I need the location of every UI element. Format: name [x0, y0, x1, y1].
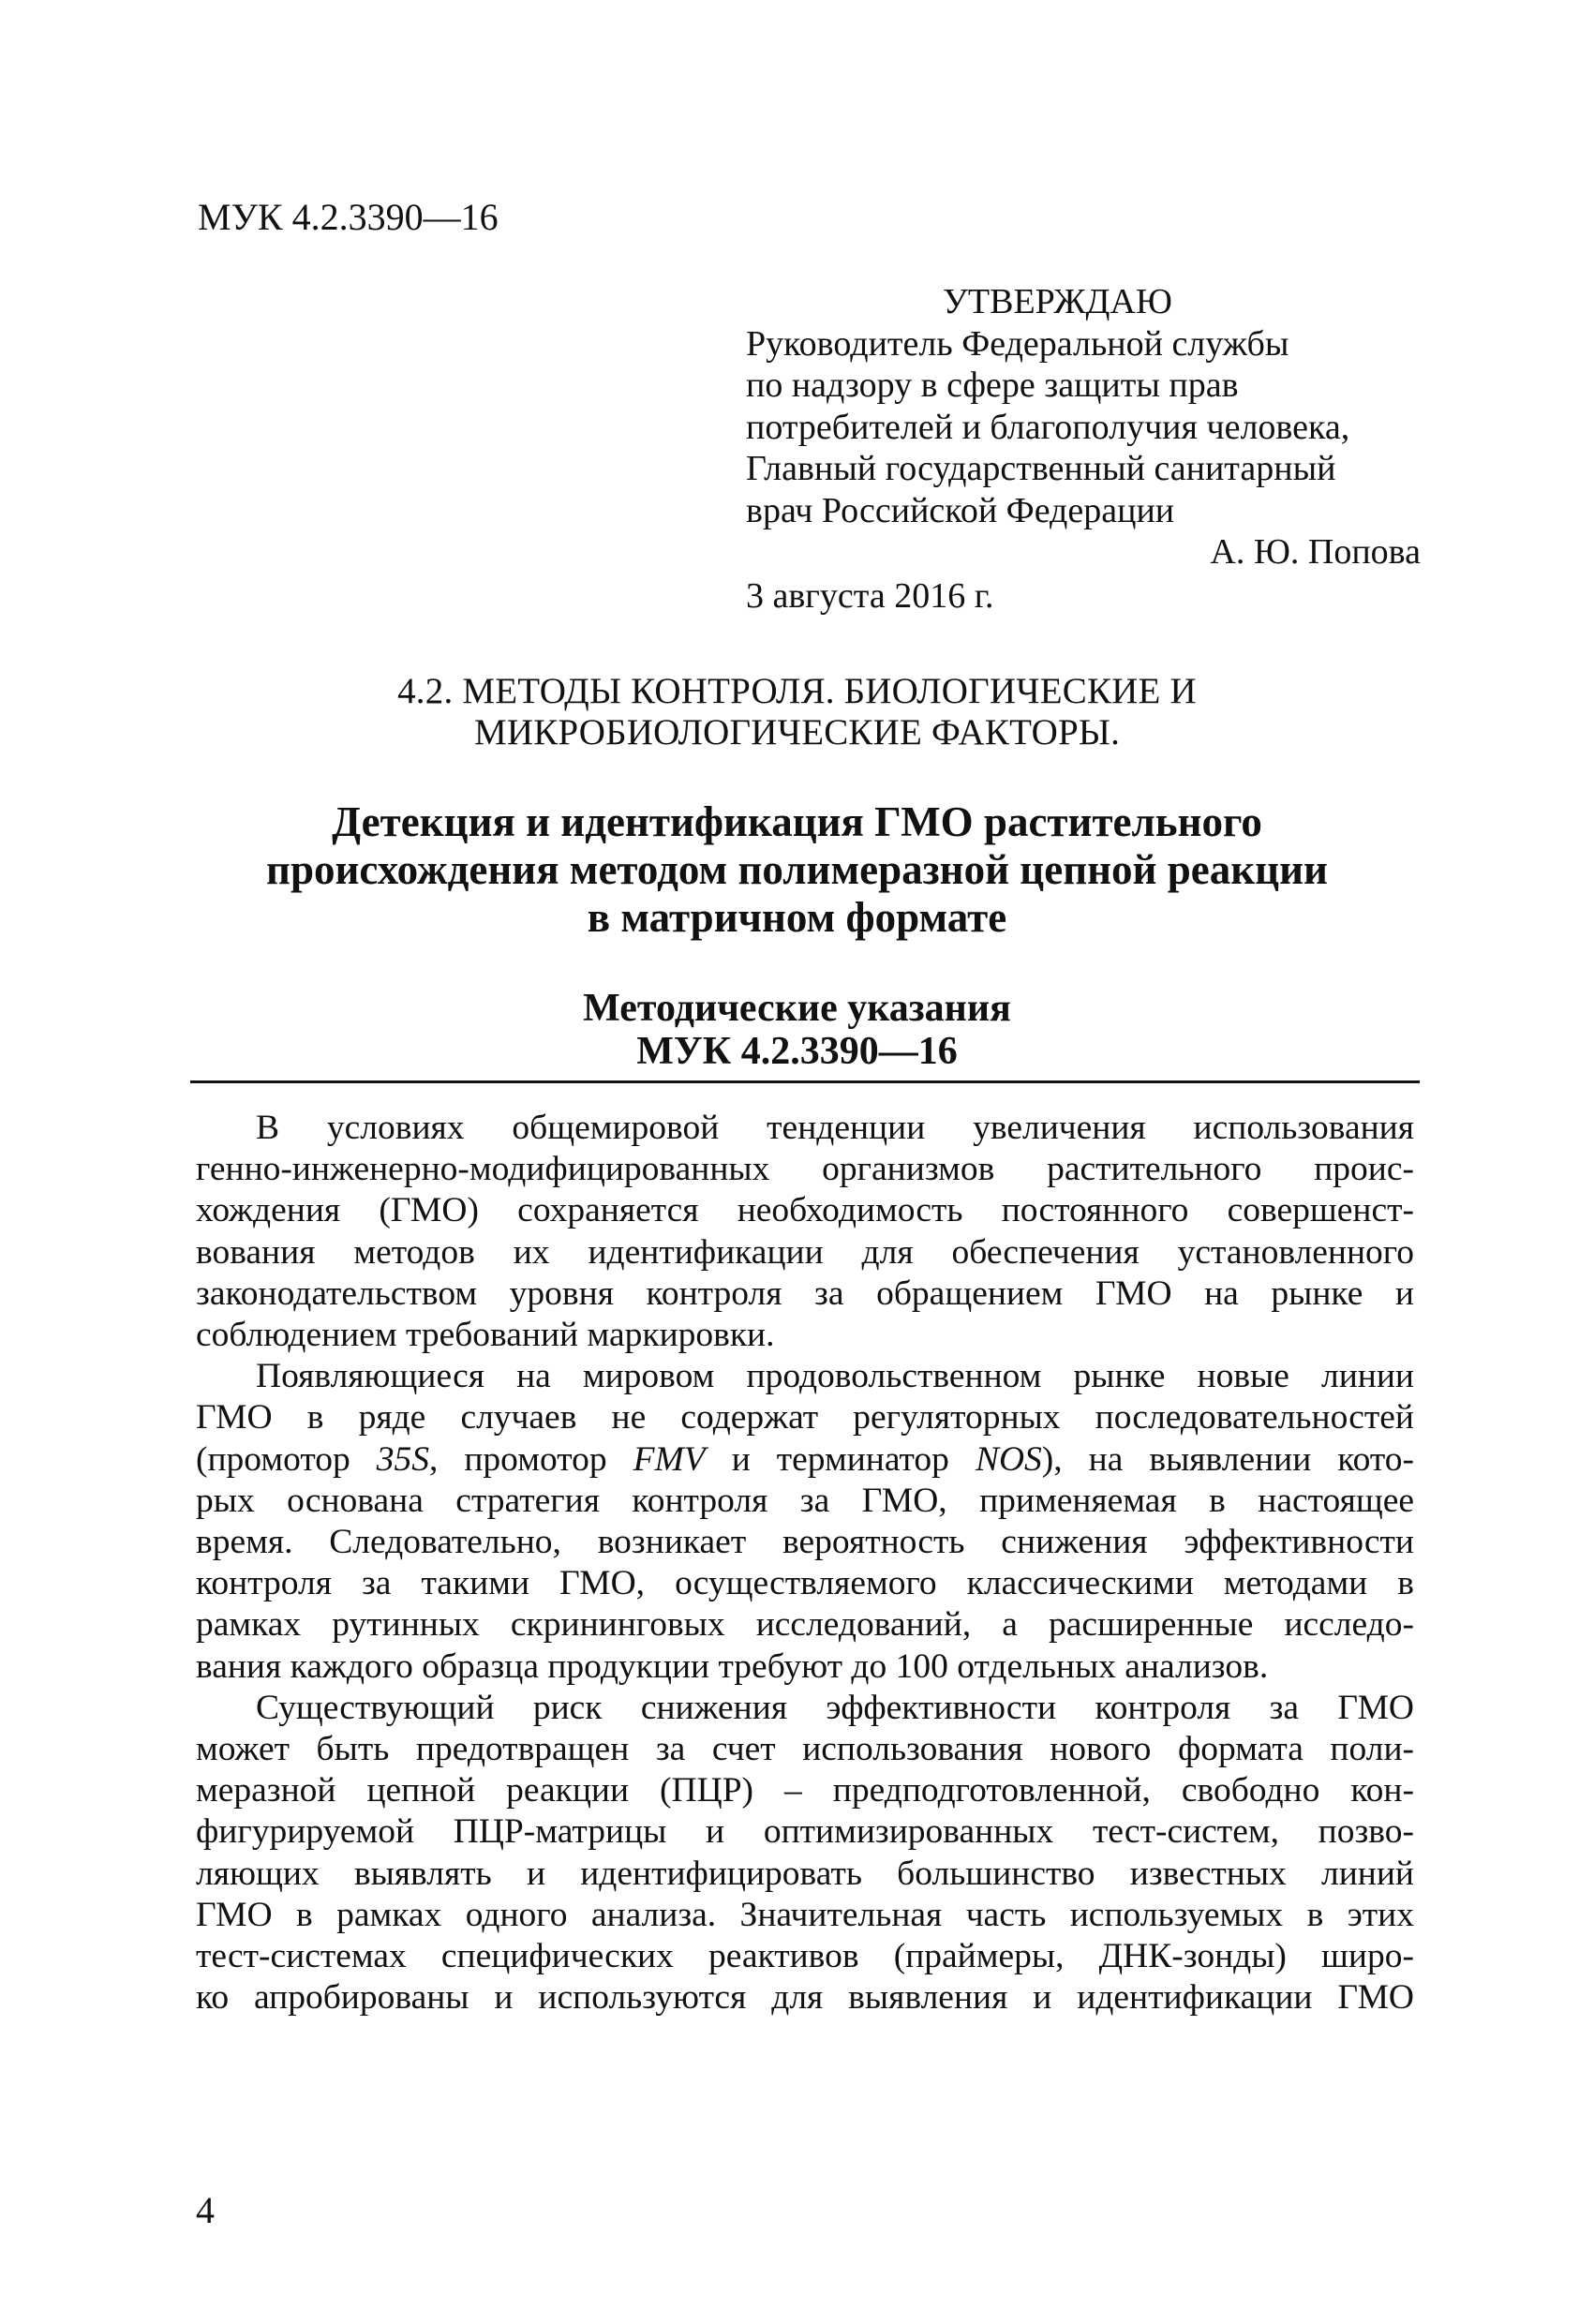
body-text-run: (промотор	[196, 1439, 377, 1479]
body-text-run: и терминатор	[705, 1439, 976, 1479]
body-line: тест-системах специфических реактивов (праймеры, ДНК-зонды) широ-	[196, 1937, 1414, 1976]
approval-position-line: Главный государственный санитарный	[746, 449, 1336, 488]
body-line: фигурируемой ПЦР-матрицы и оптимизированных тест-систем, позво-	[196, 1812, 1414, 1852]
body-line: ГМО в ряде случаев не содержат регуляторных последовательностей	[196, 1398, 1414, 1438]
document-title-line: Детекция и идентификация ГМО растительного	[332, 798, 1262, 845]
approval-date: 3 августа 2016 г.	[746, 575, 994, 616]
body-paragraph-2	[196, 1356, 1414, 1688]
document-subtitle-code: МУК 4.2.3390—16	[636, 1030, 958, 1073]
italic-term-fmv: FMV	[633, 1439, 706, 1479]
body-line: хождения (ГМО) сохраняется необходимость постоянного совершенст-	[196, 1191, 1414, 1230]
approval-stamp-word: УТВЕРЖДАЮ	[943, 282, 1172, 321]
title-divider	[190, 1080, 1420, 1083]
body-line: может быть предотвращен за счет использования нового формата поли-	[196, 1730, 1414, 1769]
section-heading-line: МИКРОБИОЛОГИЧЕСКИЕ ФАКТОРЫ.	[473, 712, 1121, 752]
body-text	[196, 1108, 1414, 2019]
body-line: Появляющиеся на мировом продовольственном рынке новые линии	[256, 1357, 1414, 1396]
body-line: законодательством уровня контроля за обращением ГМО на рынке и	[196, 1274, 1414, 1313]
body-paragraph-3	[196, 1688, 1414, 2019]
body-line: соблюдением требований маркировки.	[196, 1316, 775, 1355]
body-line: вования методов их идентификации для обеспечения установленного	[196, 1232, 1414, 1272]
approval-block	[746, 281, 1421, 617]
document-subtitle	[281, 987, 1313, 1073]
body-line: В условиях общемировой тенденции увеличения использования	[256, 1109, 1414, 1147]
italic-term-nos: NOS	[975, 1439, 1042, 1479]
italic-term-35s: 35S	[376, 1439, 429, 1479]
document-title-line: происхождения методом полимеразной цепной реакции	[266, 846, 1328, 893]
body-line: вания каждого образца продукции требуют до 100 отдельных анализов.	[196, 1646, 1269, 1686]
body-line: контроля за такими ГМО, осуществляемого классическими методами в	[196, 1564, 1414, 1603]
approval-signer: А. Ю. Попова	[1210, 532, 1421, 572]
section-heading-line: 4.2. МЕТОДЫ КОНТРОЛЯ. БИОЛОГИЧЕСКИЕ И	[397, 671, 1197, 711]
approval-position-line: врач Российской Федерации	[746, 490, 1175, 530]
body-line	[196, 1439, 1414, 1481]
approval-position-line: по надзору в сфере защиты прав	[746, 365, 1239, 405]
body-text-run: ), на выявлении кото-	[1041, 1439, 1415, 1479]
section-heading	[281, 671, 1313, 753]
body-paragraph-1	[196, 1108, 1414, 1356]
body-line: рамках рутинных скрининговых исследований, а расширенные исследо-	[196, 1605, 1414, 1645]
body-line: Существующий риск снижения эффективности контроля за ГМО	[256, 1688, 1414, 1727]
body-line: генно-инженерно-модифицированных организмов растительного проис-	[196, 1150, 1414, 1189]
document-title-line: в матричном формате	[587, 894, 1007, 941]
body-line: ляющих выявлять и идентифицировать большинство известных линий	[196, 1854, 1414, 1893]
page-number: 4	[196, 2189, 215, 2231]
approval-position-line: потребителей и благополучия человека,	[746, 407, 1350, 447]
body-line: ГМО в рамках одного анализа. Значительная часть используемых в этих	[196, 1895, 1414, 1934]
approval-position-line: Руководитель Федеральной службы	[746, 323, 1289, 364]
body-line: время. Следовательно, возникает вероятность снижения эффективности	[196, 1523, 1414, 1562]
body-line: рых основана стратегия контроля за ГМО, применяемая в настоящее	[196, 1481, 1414, 1520]
body-line: ко апробированы и используются для выявления и идентификации ГМО	[196, 1978, 1414, 2018]
document-type: Методические указания	[583, 987, 1011, 1030]
body-text-run: , промотор	[428, 1439, 633, 1479]
document-title	[169, 798, 1425, 942]
document-code: МУК 4.2.3390—16	[198, 196, 499, 238]
body-line: меразной цепной реакции (ПЦР) – предподготовленной, свободно кон-	[196, 1771, 1414, 1810]
